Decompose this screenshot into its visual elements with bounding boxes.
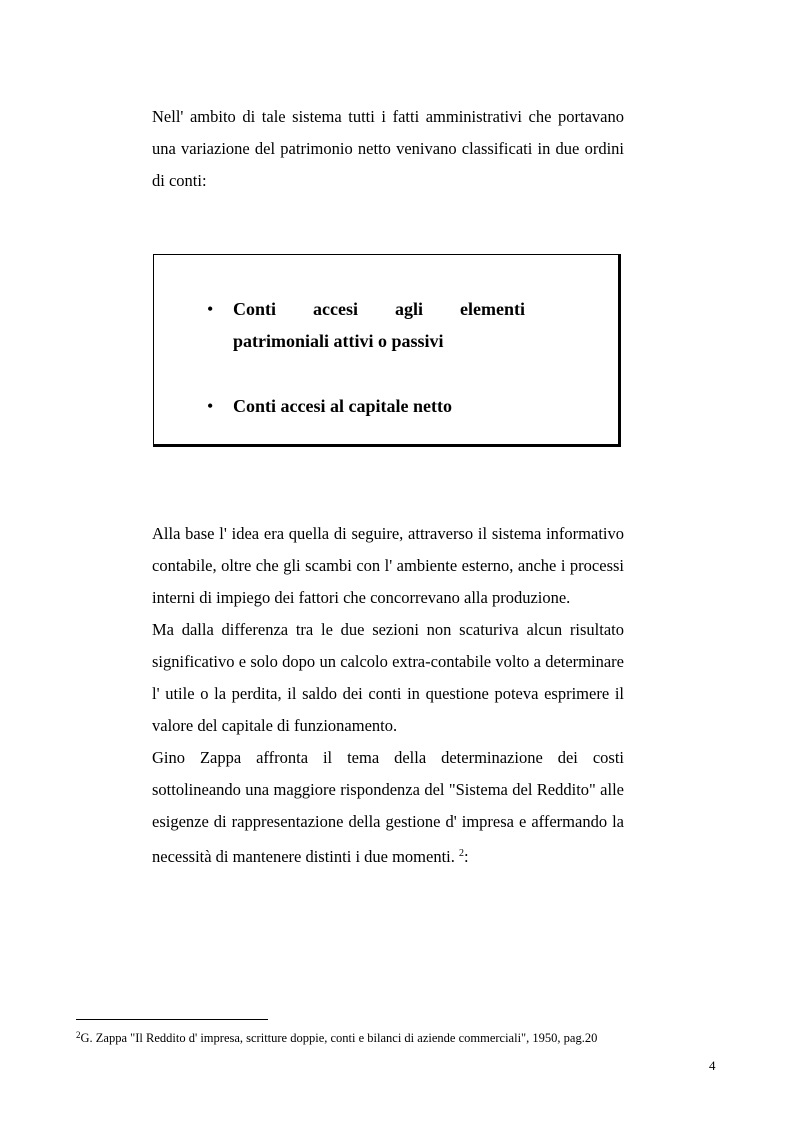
list-item — [207, 390, 525, 422]
paragraph-difference: Ma dalla differenza tra le due sezioni non scaturiva alcun risultato significativo e solo dopo un calcolo extra-contabile volto a determinare l' utile o la perdita, il saldo dei conti in questione poteva esprimere il valore del capitale di funzionamento. — [152, 620, 624, 735]
footnote-text: G. Zappa "Il Reddito d' impresa, scritture doppie, conti e bilanci di aziende commerciali", 1950, pag.20 — [80, 1031, 598, 1045]
footnote-reference[interactable]: 2 — [459, 848, 465, 859]
accounts-box — [153, 254, 621, 447]
body-text — [152, 518, 624, 873]
paragraph-zappa — [152, 742, 624, 873]
intro-paragraph: Nell' ambito di tale sistema tutti i fatti amministrativi che portavano una variazione del patrimonio netto venivano classificati in due ordini di conti: — [152, 107, 624, 190]
footnote-separator — [76, 1019, 268, 1020]
paragraph-trailing-colon: : — [464, 847, 469, 866]
footnote-number: 2 — [76, 1030, 81, 1040]
list-item-text: Conti accesi agli elementi patrimoniali attivi o passivi — [233, 299, 525, 351]
footnote — [76, 1027, 597, 1046]
bullet-icon: • — [207, 299, 214, 319]
list-item — [207, 293, 525, 357]
paragraph-zappa-text: Gino Zappa affronta il tema della determinazione dei costi sottolineando una maggiore rispondenza del "Sistema del Reddito" alle esigenze di rappresentazione della gestione d' impresa e affermando la necessità di mantenere distinti i due momenti. — [152, 748, 624, 866]
page-number: 4 — [709, 1058, 716, 1073]
list-item-text: Conti accesi al capitale netto — [233, 396, 452, 416]
paragraph-base: Alla base l' idea era quella di seguire, attraverso il sistema informativo contabile, oltre che gli scambi con l' ambiente esterno, anche i processi interni di impiego dei fattori che concorrevano alla produzione. — [152, 524, 624, 607]
bullet-icon: • — [207, 396, 214, 416]
